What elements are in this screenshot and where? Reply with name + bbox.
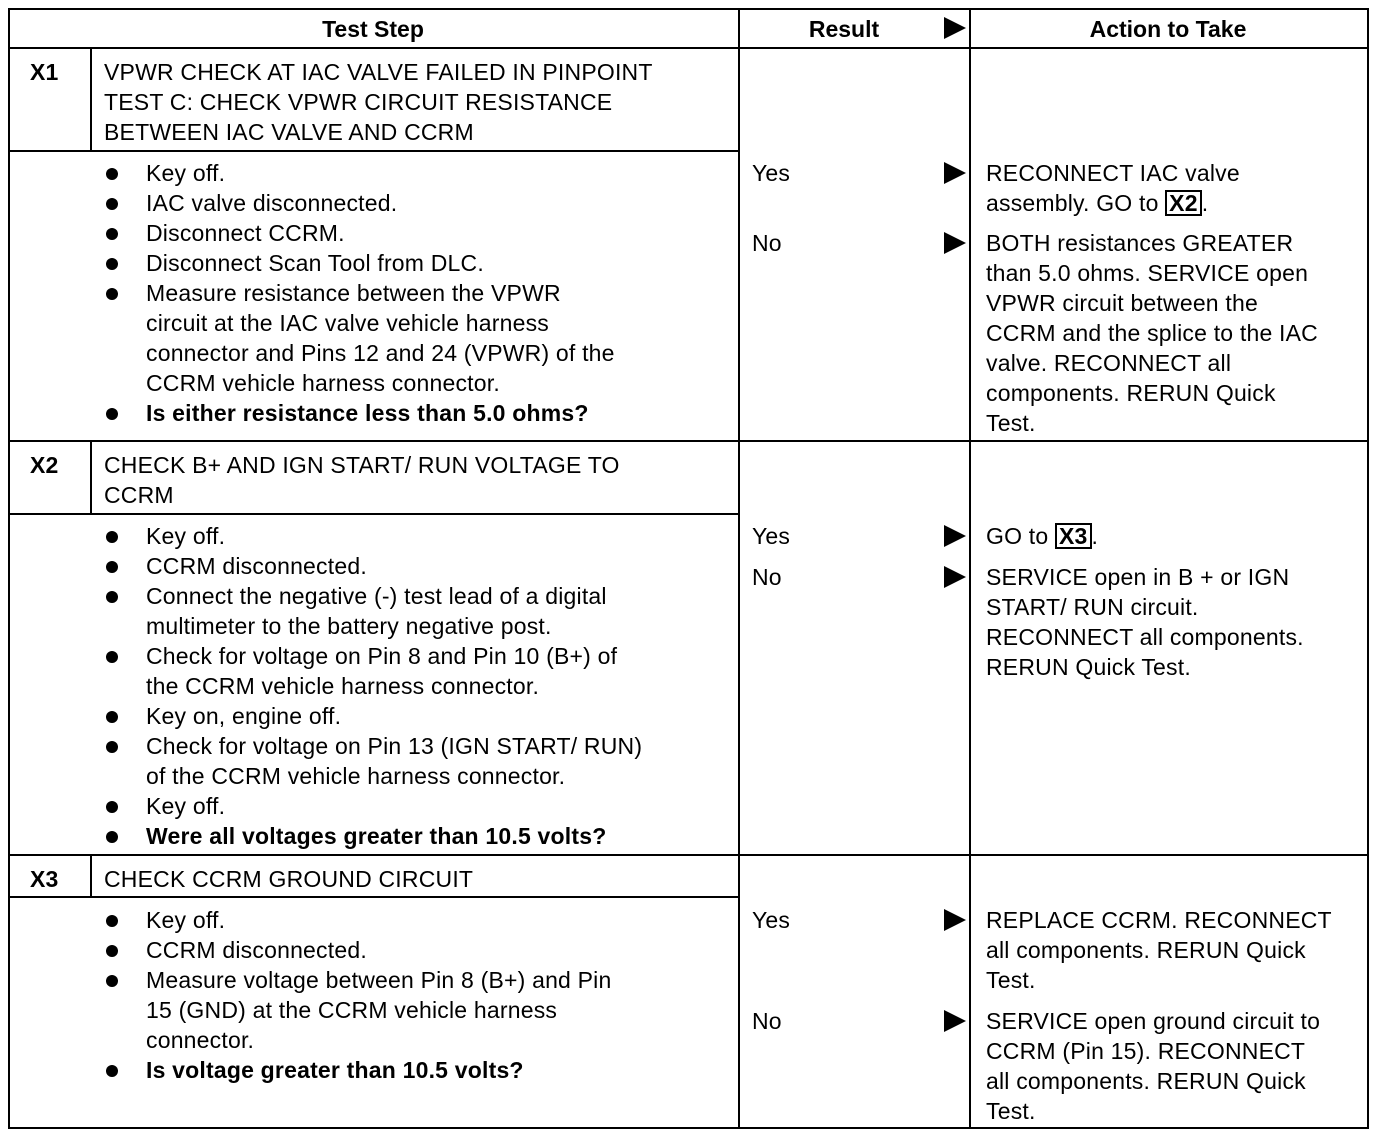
instruction-line: Key off.	[146, 160, 226, 186]
bullet-icon	[106, 198, 118, 210]
step-title-line: BETWEEN IAC VALVE AND CCRM	[104, 119, 474, 145]
bullet-icon	[106, 711, 118, 723]
action-line: START/ RUN circuit.	[986, 594, 1199, 620]
result-label: No	[752, 1008, 782, 1034]
step-title-line: CHECK CCRM GROUND CIRCUIT	[104, 866, 474, 892]
instruction-line: Disconnect CCRM.	[146, 220, 345, 246]
result-arrow-icon	[944, 162, 966, 184]
goto-step-box: X3	[1055, 523, 1092, 549]
instruction-line: CCRM disconnected.	[146, 937, 367, 963]
step-id: X2	[30, 452, 59, 478]
grid-line	[90, 856, 92, 896]
instruction-line: Measure voltage between Pin 8 (B+) and Pin	[146, 967, 612, 993]
bullet-icon	[106, 258, 118, 270]
step-title-line: CHECK B+ AND IGN START/ RUN VOLTAGE TO	[104, 452, 620, 478]
grid-line	[1367, 8, 1369, 1129]
instruction-line: CCRM disconnected.	[146, 553, 367, 579]
action-line: BOTH resistances GREATER	[986, 230, 1294, 256]
bullet-icon	[106, 408, 118, 420]
instruction-line: the CCRM vehicle harness connector.	[146, 673, 540, 699]
grid-line	[8, 8, 1367, 10]
grid-line	[8, 896, 738, 898]
instruction-line: Were all voltages greater than 10.5 volts?	[146, 823, 607, 849]
action-line: RERUN Quick Test.	[986, 654, 1191, 680]
grid-line	[969, 8, 971, 1127]
grid-line	[8, 8, 10, 1129]
bullet-icon	[106, 915, 118, 927]
bullet-icon	[106, 561, 118, 573]
result-header-arrow-icon	[944, 17, 966, 39]
result-label: No	[752, 564, 782, 590]
bullet-icon	[106, 168, 118, 180]
action-line: CCRM (Pin 15). RECONNECT	[986, 1038, 1306, 1064]
instruction-line: multimeter to the battery negative post.	[146, 613, 552, 639]
instruction-line: Key off.	[146, 907, 226, 933]
step-title-line: CCRM	[104, 482, 174, 508]
result-label: Yes	[752, 523, 791, 549]
action-line: all components. RERUN Quick	[986, 1068, 1306, 1094]
instruction-line: IAC valve disconnected.	[146, 190, 398, 216]
bullet-icon	[106, 288, 118, 300]
header-action: Action to Take	[1089, 16, 1247, 42]
bullet-icon	[106, 801, 118, 813]
result-arrow-icon	[944, 525, 966, 547]
action-line: SERVICE open in B + or IGN	[986, 564, 1290, 590]
bullet-icon	[106, 975, 118, 987]
action-line: valve. RECONNECT all	[986, 350, 1232, 376]
result-arrow-icon	[944, 909, 966, 931]
header-test-step: Test Step	[322, 16, 424, 42]
instruction-line: Measure resistance between the VPWR	[146, 280, 561, 306]
action-line: GO to X3 .	[986, 523, 1099, 549]
goto-step-box: X2	[1165, 190, 1202, 216]
bullet-icon	[106, 228, 118, 240]
instruction-line: Check for voltage on Pin 8 and Pin 10 (B+) of	[146, 643, 618, 669]
bullet-icon	[106, 531, 118, 543]
bullet-icon	[106, 651, 118, 663]
instruction-line: Key on, engine off.	[146, 703, 342, 729]
action-line: VPWR circuit between the	[986, 290, 1258, 316]
instruction-line: CCRM vehicle harness connector.	[146, 370, 500, 396]
action-line: SERVICE open ground circuit to	[986, 1008, 1321, 1034]
grid-line	[8, 854, 1367, 856]
bullet-icon	[106, 1065, 118, 1077]
bullet-icon	[106, 831, 118, 843]
instruction-line: circuit at the IAC valve vehicle harness	[146, 310, 550, 336]
grid-line	[8, 47, 1367, 49]
action-line: REPLACE CCRM. RECONNECT	[986, 907, 1332, 933]
step-id: X1	[30, 59, 59, 85]
grid-line	[90, 49, 92, 150]
result-label: Yes	[752, 160, 791, 186]
grid-line	[738, 8, 740, 1127]
instruction-line: Key off.	[146, 523, 226, 549]
step-title-line: TEST C: CHECK VPWR CIRCUIT RESISTANCE	[104, 89, 613, 115]
action-line: CCRM and the splice to the IAC	[986, 320, 1318, 346]
instruction-line: 15 (GND) at the CCRM vehicle harness	[146, 997, 558, 1023]
action-line: RECONNECT all components.	[986, 624, 1304, 650]
grid-line	[8, 513, 738, 515]
step-id: X3	[30, 866, 59, 892]
instruction-line: Check for voltage on Pin 13 (IGN START/ RUN)	[146, 733, 643, 759]
action-line: assembly. GO to X2 .	[986, 190, 1209, 216]
result-label: No	[752, 230, 782, 256]
instruction-line: Connect the negative (-) test lead of a digital	[146, 583, 607, 609]
result-arrow-icon	[944, 566, 966, 588]
action-line: RECONNECT IAC valve	[986, 160, 1240, 186]
grid-line	[8, 150, 738, 152]
action-line: Test.	[986, 410, 1036, 436]
bullet-icon	[106, 741, 118, 753]
action-line: Test.	[986, 967, 1036, 993]
bullet-icon	[106, 945, 118, 957]
instruction-line: connector.	[146, 1027, 255, 1053]
instruction-line: Key off.	[146, 793, 226, 819]
bullet-icon	[106, 591, 118, 603]
step-title-line: VPWR CHECK AT IAC VALVE FAILED IN PINPOINT	[104, 59, 653, 85]
header-result: Result	[808, 16, 880, 42]
result-arrow-icon	[944, 1010, 966, 1032]
grid-line	[8, 440, 1367, 442]
grid-line	[90, 442, 92, 513]
action-line: all components. RERUN Quick	[986, 937, 1306, 963]
action-line: Test.	[986, 1098, 1036, 1124]
instruction-line: Disconnect Scan Tool from DLC.	[146, 250, 484, 276]
action-line: than 5.0 ohms. SERVICE open	[986, 260, 1309, 286]
instruction-line: of the CCRM vehicle harness connector.	[146, 763, 566, 789]
action-line: components. RERUN Quick	[986, 380, 1276, 406]
instruction-line: Is either resistance less than 5.0 ohms?	[146, 400, 589, 426]
instruction-line: connector and Pins 12 and 24 (VPWR) of the	[146, 340, 615, 366]
grid-line	[8, 1127, 1367, 1129]
result-label: Yes	[752, 907, 791, 933]
instruction-line: Is voltage greater than 10.5 volts?	[146, 1057, 524, 1083]
result-arrow-icon	[944, 232, 966, 254]
